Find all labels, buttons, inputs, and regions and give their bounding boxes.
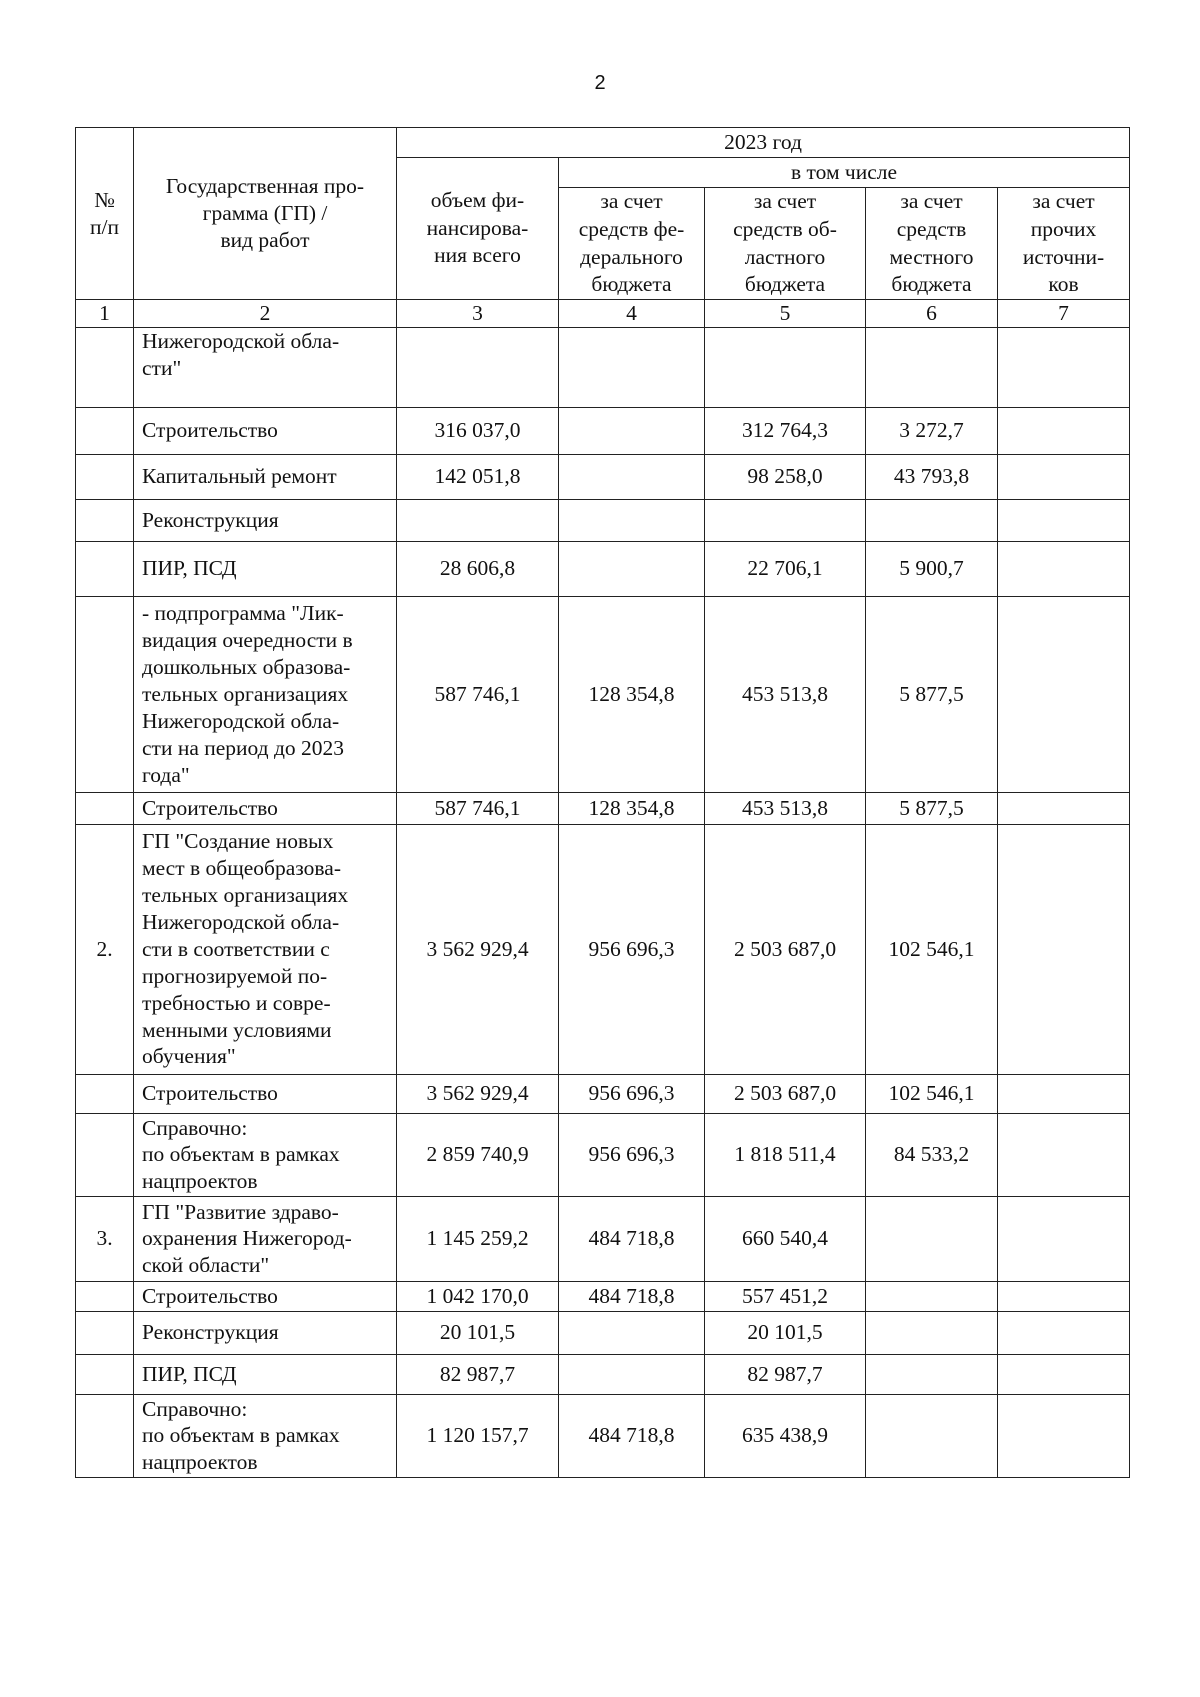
program-name: ГП "Развитие здраво- охранения Нижегород- ской области" bbox=[134, 1196, 397, 1281]
row-index bbox=[76, 499, 134, 541]
page-number: 2 bbox=[594, 72, 606, 94]
other-amount bbox=[998, 407, 1130, 454]
other-amount bbox=[998, 1311, 1130, 1354]
local-amount bbox=[866, 1281, 998, 1311]
table-row bbox=[76, 1113, 1130, 1196]
row-index bbox=[76, 1113, 134, 1196]
regional-amount: 98 258,0 bbox=[705, 454, 866, 499]
table-row bbox=[76, 1354, 1130, 1394]
local-amount bbox=[866, 1354, 998, 1394]
regional-amount: 453 513,8 bbox=[705, 596, 866, 792]
program-name: Реконструкция bbox=[134, 499, 397, 541]
other-amount bbox=[998, 1074, 1130, 1113]
local-amount bbox=[866, 1311, 998, 1354]
table-row bbox=[76, 824, 1130, 1074]
other-amount bbox=[998, 1113, 1130, 1196]
federal-amount: 484 718,8 bbox=[559, 1394, 705, 1477]
local-amount bbox=[866, 1196, 998, 1281]
federal-amount bbox=[559, 327, 705, 407]
federal-amount bbox=[559, 407, 705, 454]
header-other: за счет прочих источни- ков bbox=[998, 188, 1130, 300]
row-index: 3. bbox=[76, 1196, 134, 1281]
column-number: 3 bbox=[397, 300, 559, 328]
federal-amount bbox=[559, 499, 705, 541]
local-amount: 5 877,5 bbox=[866, 792, 998, 824]
program-name: Строительство bbox=[134, 407, 397, 454]
regional-amount: 82 987,7 bbox=[705, 1354, 866, 1394]
other-amount bbox=[998, 1394, 1130, 1477]
column-number: 1 bbox=[76, 300, 134, 328]
program-name: Строительство bbox=[134, 1281, 397, 1311]
other-amount bbox=[998, 596, 1130, 792]
table-row bbox=[76, 1394, 1130, 1477]
other-amount bbox=[998, 1196, 1130, 1281]
federal-amount: 956 696,3 bbox=[559, 1074, 705, 1113]
other-amount bbox=[998, 1354, 1130, 1394]
federal-amount: 956 696,3 bbox=[559, 1113, 705, 1196]
budget-table bbox=[75, 127, 1130, 1478]
total-amount: 2 859 740,9 bbox=[397, 1113, 559, 1196]
local-amount: 5 900,7 bbox=[866, 541, 998, 596]
table-row bbox=[76, 1196, 1130, 1281]
total-amount bbox=[397, 327, 559, 407]
regional-amount bbox=[705, 499, 866, 541]
row-index bbox=[76, 541, 134, 596]
federal-amount bbox=[559, 454, 705, 499]
regional-amount: 20 101,5 bbox=[705, 1311, 866, 1354]
total-amount: 82 987,7 bbox=[397, 1354, 559, 1394]
regional-amount: 557 451,2 bbox=[705, 1281, 866, 1311]
program-name: Капитальный ремонт bbox=[134, 454, 397, 499]
table-row bbox=[76, 499, 1130, 541]
local-amount bbox=[866, 1394, 998, 1477]
regional-amount: 22 706,1 bbox=[705, 541, 866, 596]
regional-amount: 660 540,4 bbox=[705, 1196, 866, 1281]
program-name: ПИР, ПСД bbox=[134, 541, 397, 596]
row-index bbox=[76, 792, 134, 824]
header-regional: за счет средств об- ластного бюджета bbox=[705, 188, 866, 300]
regional-amount bbox=[705, 327, 866, 407]
program-name: Справочно: по объектам в рамках нацпроектов bbox=[134, 1394, 397, 1477]
row-index bbox=[76, 1311, 134, 1354]
row-index bbox=[76, 1074, 134, 1113]
column-number: 6 bbox=[866, 300, 998, 328]
other-amount bbox=[998, 327, 1130, 407]
header-total: объем фи- нансирова- ния всего bbox=[397, 158, 559, 300]
total-amount: 142 051,8 bbox=[397, 454, 559, 499]
table-row bbox=[76, 454, 1130, 499]
local-amount: 3 272,7 bbox=[866, 407, 998, 454]
table-row bbox=[76, 792, 1130, 824]
table-row bbox=[76, 407, 1130, 454]
regional-amount: 312 764,3 bbox=[705, 407, 866, 454]
local-amount bbox=[866, 499, 998, 541]
local-amount: 102 546,1 bbox=[866, 1074, 998, 1113]
program-name: ПИР, ПСД bbox=[134, 1354, 397, 1394]
column-number: 7 bbox=[998, 300, 1130, 328]
row-index bbox=[76, 1354, 134, 1394]
federal-amount: 128 354,8 bbox=[559, 792, 705, 824]
table-row bbox=[76, 1311, 1130, 1354]
table-row bbox=[76, 541, 1130, 596]
table-body bbox=[76, 327, 1130, 1477]
table-row bbox=[76, 1281, 1130, 1311]
row-index bbox=[76, 407, 134, 454]
total-amount: 587 746,1 bbox=[397, 596, 559, 792]
regional-amount: 1 818 511,4 bbox=[705, 1113, 866, 1196]
row-index bbox=[76, 454, 134, 499]
local-amount: 102 546,1 bbox=[866, 824, 998, 1074]
regional-amount: 453 513,8 bbox=[705, 792, 866, 824]
total-amount: 20 101,5 bbox=[397, 1311, 559, 1354]
other-amount bbox=[998, 1281, 1130, 1311]
federal-amount: 956 696,3 bbox=[559, 824, 705, 1074]
program-name: Нижегородской обла- сти" bbox=[134, 327, 397, 407]
program-name: ГП "Создание новых мест в общеобразова- тельных организациях Нижегородской обла- сти в соответствии с прогнозируемой по- требностью и совре- менными условиями обучения" bbox=[134, 824, 397, 1074]
total-amount: 316 037,0 bbox=[397, 407, 559, 454]
total-amount bbox=[397, 499, 559, 541]
row-index bbox=[76, 327, 134, 407]
regional-amount: 2 503 687,0 bbox=[705, 824, 866, 1074]
table-row bbox=[76, 327, 1130, 407]
total-amount: 28 606,8 bbox=[397, 541, 559, 596]
program-name: Справочно: по объектам в рамках нацпроектов bbox=[134, 1113, 397, 1196]
header-local: за счет средств местного бюджета bbox=[866, 188, 998, 300]
program-name: - подпрограмма "Лик- видация очередности в дошкольных образова- тельных организациях Нижегородской обла- сти на период до 2023 года" bbox=[134, 596, 397, 792]
regional-amount: 635 438,9 bbox=[705, 1394, 866, 1477]
column-number: 5 bbox=[705, 300, 866, 328]
other-amount bbox=[998, 792, 1130, 824]
program-name: Строительство bbox=[134, 792, 397, 824]
total-amount: 3 562 929,4 bbox=[397, 1074, 559, 1113]
local-amount: 5 877,5 bbox=[866, 596, 998, 792]
regional-amount: 2 503 687,0 bbox=[705, 1074, 866, 1113]
federal-amount: 128 354,8 bbox=[559, 596, 705, 792]
header-federal: за счет средств фе- дерального бюджета bbox=[559, 188, 705, 300]
federal-amount bbox=[559, 1311, 705, 1354]
row-index bbox=[76, 1281, 134, 1311]
federal-amount bbox=[559, 541, 705, 596]
header-index: № п/п bbox=[76, 128, 134, 300]
header-year: 2023 год bbox=[397, 128, 1130, 158]
federal-amount bbox=[559, 1354, 705, 1394]
total-amount: 3 562 929,4 bbox=[397, 824, 559, 1074]
total-amount: 587 746,1 bbox=[397, 792, 559, 824]
column-number: 4 bbox=[559, 300, 705, 328]
column-number-row bbox=[76, 300, 1130, 328]
header-program: Государственная про- грамма (ГП) / вид работ bbox=[134, 128, 397, 300]
total-amount: 1 120 157,7 bbox=[397, 1394, 559, 1477]
federal-amount: 484 718,8 bbox=[559, 1196, 705, 1281]
total-amount: 1 042 170,0 bbox=[397, 1281, 559, 1311]
column-number: 2 bbox=[134, 300, 397, 328]
local-amount: 84 533,2 bbox=[866, 1113, 998, 1196]
row-index bbox=[76, 596, 134, 792]
other-amount bbox=[998, 824, 1130, 1074]
table-row bbox=[76, 596, 1130, 792]
header-including: в том числе bbox=[559, 158, 1130, 188]
total-amount: 1 145 259,2 bbox=[397, 1196, 559, 1281]
table-row bbox=[76, 1074, 1130, 1113]
program-name: Реконструкция bbox=[134, 1311, 397, 1354]
local-amount bbox=[866, 327, 998, 407]
row-index bbox=[76, 1394, 134, 1477]
program-name: Строительство bbox=[134, 1074, 397, 1113]
other-amount bbox=[998, 541, 1130, 596]
other-amount bbox=[998, 499, 1130, 541]
row-index: 2. bbox=[76, 824, 134, 1074]
federal-amount: 484 718,8 bbox=[559, 1281, 705, 1311]
other-amount bbox=[998, 454, 1130, 499]
local-amount: 43 793,8 bbox=[866, 454, 998, 499]
